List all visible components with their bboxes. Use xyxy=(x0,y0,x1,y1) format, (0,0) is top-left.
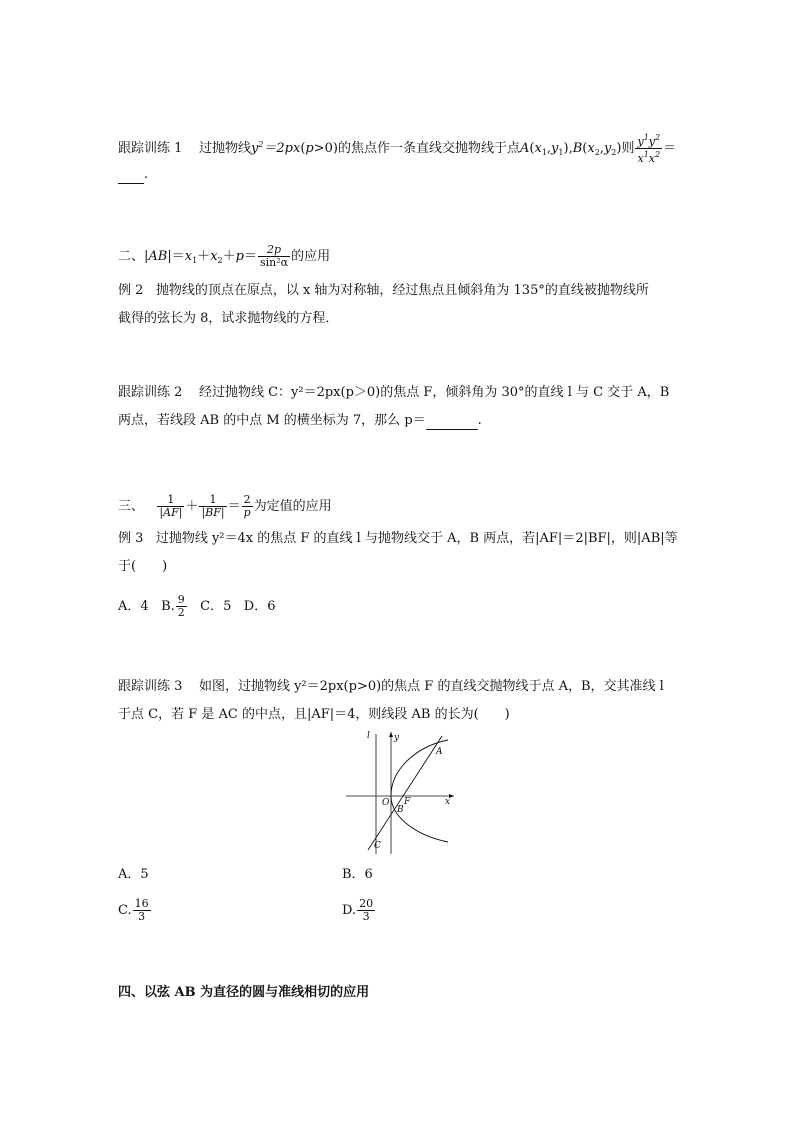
training2-line1 xyxy=(118,384,669,402)
section3-heading: 三、 $\frac{1}{|AF|}$ ＋ $\frac{1}{|BF|}$ ＝ $\frac{2}{p}$ 为定值的应用 xyxy=(118,493,332,519)
section3-frac3: $\frac{2}{p}$ xyxy=(243,493,251,519)
parabola-lower xyxy=(391,796,451,842)
training3-option-b[interactable]: B．6 xyxy=(342,867,373,882)
training1-fraction: $\frac{y^1y^2}{x^1x^2}$ xyxy=(637,133,661,165)
label-o: O xyxy=(382,798,390,808)
example3-option-b[interactable]: B. $\frac{9}{2}$ xyxy=(161,593,185,619)
example3-label: 例 3 xyxy=(118,531,144,546)
section2-fraction: $\frac{2p}{\text{sin²α}}$ xyxy=(259,243,289,269)
label-b: B xyxy=(397,805,404,815)
label-f: F xyxy=(404,797,411,807)
training1-math-eq: $y^2=2px$ xyxy=(250,140,301,156)
training3-option-d[interactable]: D. $\frac{20}{3}$ xyxy=(342,897,374,923)
example3-option-d[interactable]: D．6 xyxy=(243,599,276,614)
section3-num: 三、 xyxy=(118,499,145,514)
section2-suffix: 的应用 xyxy=(291,249,331,264)
training3-text1: 如图，过抛物线 y²＝2px(p>0)的焦点 F 的直线交抛物线于点 A，B，交其准线 l xyxy=(198,679,664,694)
training3-option-a[interactable]: A．5 xyxy=(118,867,149,882)
training1-text-c: >0)的焦点作一条直线交抛物线于点 xyxy=(313,141,520,156)
training3-line1 xyxy=(118,678,664,696)
example2-line1 xyxy=(118,282,649,300)
training2-line2: 两点，若线段 AB 的中点 M 的横坐标为 7，那么 p＝ . xyxy=(118,413,482,428)
training2-text1: 经过抛物线 C：y²＝2px(p＞0)的焦点 F，倾斜角为 30°的直线 l 与 C 交于 A，B xyxy=(198,385,670,400)
label-y: y xyxy=(394,733,400,743)
label-x: x xyxy=(445,797,451,807)
example3-options xyxy=(118,594,276,619)
section3-frac1: $\frac{1}{|AF|}$ xyxy=(159,493,183,519)
section2-heading: 二、$|AB|=x_1+x_2+p=$ $\frac{2p}{\text{sin²α}}$ 的应用 xyxy=(118,243,331,269)
example2-text1: 抛物线的顶点在原点，以 x 轴为对称轴，经过焦点且倾斜角为 135°的直线被抛物线所 xyxy=(155,283,649,298)
training3-option-c[interactable]: C. $\frac{16}{3}$ xyxy=(118,897,149,923)
y-axis-arrow-icon xyxy=(389,732,393,737)
example3-option-a[interactable]: A．4 xyxy=(118,599,149,614)
example2-label: 例 2 xyxy=(118,283,144,298)
answer-blank[interactable] xyxy=(426,429,478,430)
section3-frac2: $\frac{1}{|BF|}$ xyxy=(201,493,225,519)
label-c: C xyxy=(374,841,381,851)
label-a: A xyxy=(436,747,443,757)
training3-line2: 于点 C，若 F 是 AC 的中点，且|AF|＝4，则线段 AB 的长为( ) xyxy=(118,707,510,722)
label-l: l xyxy=(367,731,370,741)
example3-option-c[interactable]: C．5 xyxy=(200,599,232,614)
training2-label: 跟踪训练 2 xyxy=(118,385,183,400)
focal-chord-line xyxy=(368,736,442,850)
training3-label: 跟踪训练 3 xyxy=(118,679,183,694)
section2-num: 二、 xyxy=(118,249,145,264)
training1-label: 跟踪训练 1 xyxy=(118,141,183,156)
example3-line1 xyxy=(118,530,678,548)
parabola-figure xyxy=(338,728,458,856)
section4-heading: 四、以弦 AB 为直径的圆与准线相切的应用 xyxy=(118,985,370,1000)
training2-text2: 两点，若线段 AB 的中点 M 的横坐标为 7，那么 p＝ xyxy=(118,413,426,428)
training1-blank-line: . xyxy=(118,166,148,184)
section3-suffix: 为定值的应用 xyxy=(253,499,332,514)
training1-eq: ＝ xyxy=(663,141,677,156)
training1-points: A xyxy=(520,141,530,156)
answer-blank[interactable] xyxy=(118,183,144,184)
training1-line1: 跟踪训练 1 过抛物线$y^2=2px(p>0)$的焦点作一条直线交抛物线于点$A(x_1,y_1),B(x_2,y_2)$则 $\frac{y^1y^2}{x^1x^2}$ ＝ xyxy=(118,133,677,165)
example3-text1: 过抛物线 y²＝4x 的焦点 F 的直线 l 与抛物线交于 A，B 两点，若|AF|＝2|BF|，则|AB|等 xyxy=(155,531,678,546)
example3-line2: 于( ) xyxy=(118,559,168,574)
example2-line2: 截得的弦长为 8，试求抛物线的方程． xyxy=(118,311,339,326)
training1-text-a: 过抛物线 xyxy=(198,141,251,156)
